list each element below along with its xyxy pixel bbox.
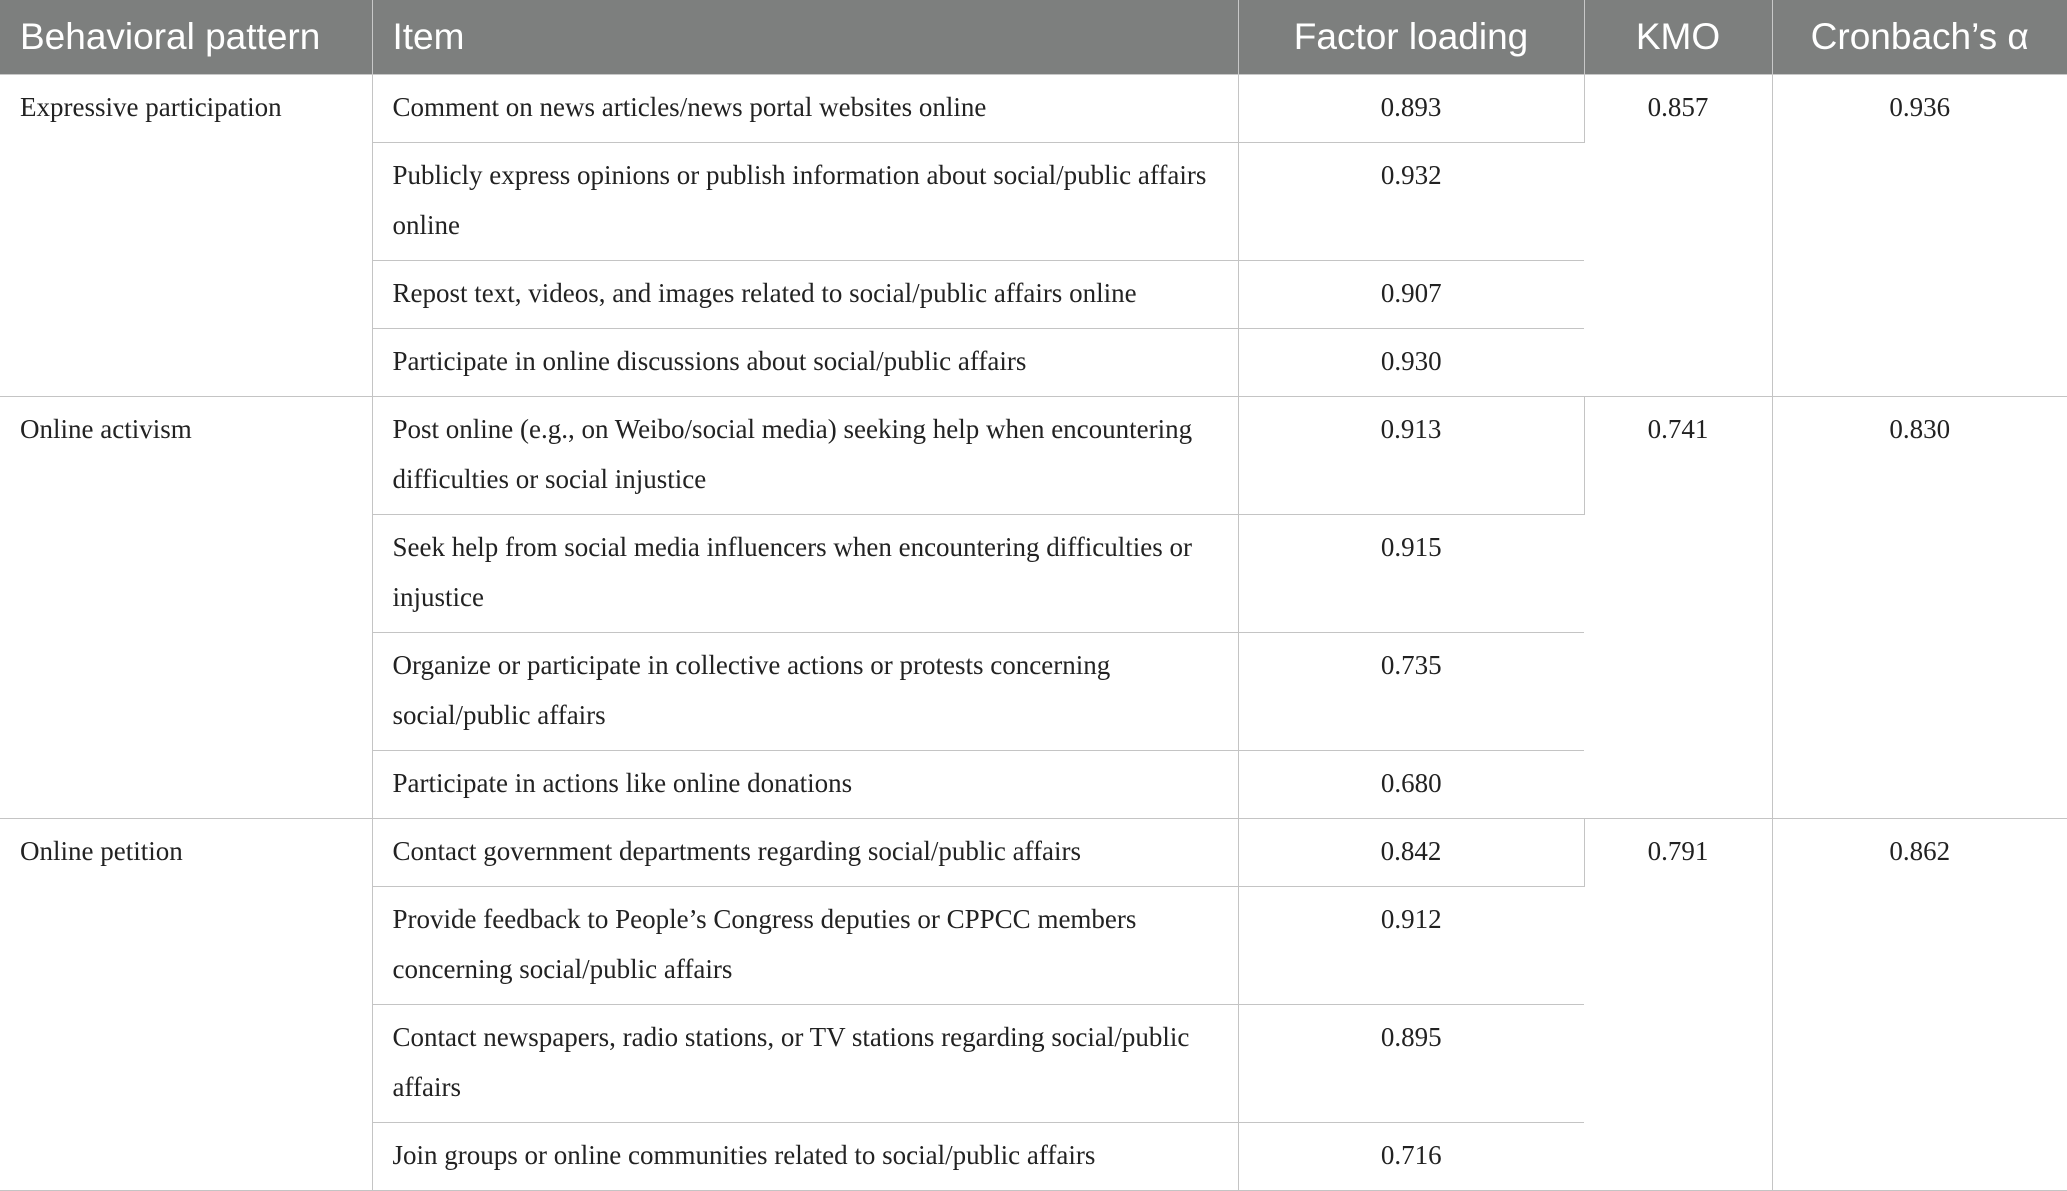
header-kmo: KMO: [1584, 0, 1772, 75]
factor-loading-cell: 0.932: [1238, 143, 1584, 261]
item-cell: Contact government departments regarding social/public affairs: [372, 819, 1238, 887]
header-factor-loading: Factor loading: [1238, 0, 1584, 75]
header-item: Item: [372, 0, 1238, 75]
factor-loading-cell: 0.930: [1238, 329, 1584, 397]
item-cell: Contact newspapers, radio stations, or TV stations regarding social/public affairs: [372, 1005, 1238, 1123]
kmo-cell: 0.741: [1584, 397, 1772, 819]
behavioral-pattern-cell: Online activism: [0, 397, 372, 819]
behavioral-pattern-cell: Online petition: [0, 819, 372, 1191]
factor-loading-cell: 0.716: [1238, 1123, 1584, 1191]
cronbachs-alpha-cell: 0.830: [1772, 397, 2067, 819]
kmo-cell: 0.791: [1584, 819, 1772, 1191]
item-cell: Publicly express opinions or publish information about social/public affairs online: [372, 143, 1238, 261]
table-row: [0, 819, 2067, 887]
header-behavioral-pattern: Behavioral pattern: [0, 0, 372, 75]
cronbachs-alpha-cell: 0.936: [1772, 75, 2067, 397]
item-cell: Seek help from social media influencers when encountering difficulties or injustice: [372, 515, 1238, 633]
item-cell: Provide feedback to People’s Congress deputies or CPPCC members concerning social/public affairs: [372, 887, 1238, 1005]
factor-loading-cell: 0.915: [1238, 515, 1584, 633]
table-row: [0, 75, 2067, 143]
factor-loading-cell: 0.912: [1238, 887, 1584, 1005]
factor-loading-cell: 0.907: [1238, 261, 1584, 329]
item-cell: Participate in online discussions about social/public affairs: [372, 329, 1238, 397]
item-cell: Post online (e.g., on Weibo/social media) seeking help when encountering difficulties or social injustice: [372, 397, 1238, 515]
item-cell: Participate in actions like online donations: [372, 751, 1238, 819]
item-cell: Comment on news articles/news portal websites online: [372, 75, 1238, 143]
factor-loading-cell: 0.680: [1238, 751, 1584, 819]
item-cell: Join groups or online communities related to social/public affairs: [372, 1123, 1238, 1191]
header-row: [0, 0, 2067, 75]
factor-loading-cell: 0.913: [1238, 397, 1584, 515]
item-cell: Organize or participate in collective actions or protests concerning social/public affairs: [372, 633, 1238, 751]
factor-loading-cell: 0.735: [1238, 633, 1584, 751]
header-cronbachs-alpha: Cronbach’s α: [1772, 0, 2067, 75]
table-row: [0, 397, 2067, 515]
factor-loading-cell: 0.893: [1238, 75, 1584, 143]
factor-loading-cell: 0.895: [1238, 1005, 1584, 1123]
item-cell: Repost text, videos, and images related to social/public affairs online: [372, 261, 1238, 329]
behavioral-pattern-cell: Expressive participation: [0, 75, 372, 397]
kmo-cell: 0.857: [1584, 75, 1772, 397]
factor-loading-cell: 0.842: [1238, 819, 1584, 887]
cronbachs-alpha-cell: 0.862: [1772, 819, 2067, 1191]
